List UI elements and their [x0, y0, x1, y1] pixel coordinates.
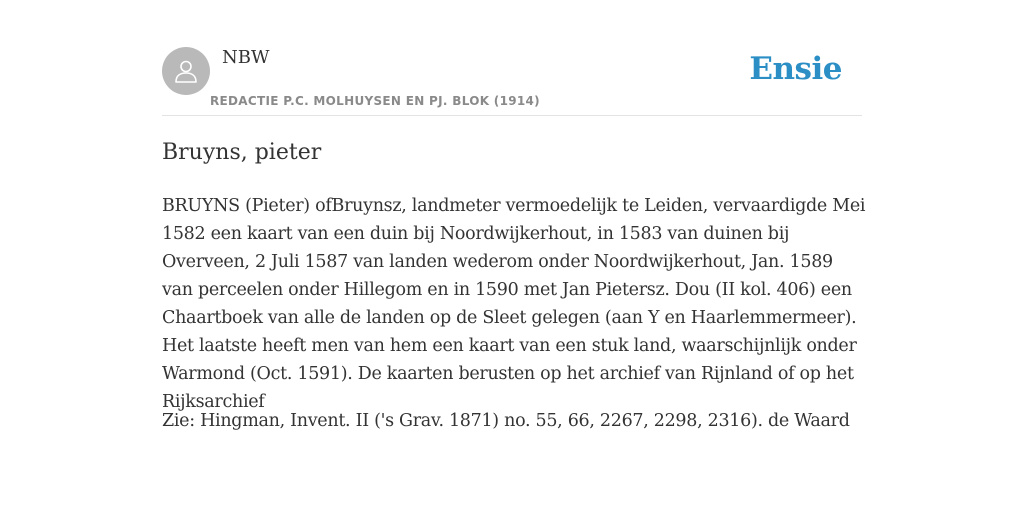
source-editors: REDACTIE P.C. MOLHUYSEN EN PJ. BLOK (1914): [210, 94, 540, 108]
source-name[interactable]: NBW: [222, 47, 270, 68]
header-divider: [162, 115, 862, 116]
user-icon: [172, 57, 200, 85]
article-title: Bruyns, pieter: [162, 140, 322, 165]
source-avatar[interactable]: [162, 47, 210, 95]
article-reference: Zie: Hingman, Invent. II ('s Grav. 1871) no. 55, 66, 2267, 2298, 2316). de Waard: [162, 411, 850, 431]
brand-logo[interactable]: Ensie: [749, 51, 842, 87]
article-body: BRUYNS (Pieter) ofBruynsz, landmeter vermoedelijk te Leiden, vervaardigde Mei 1582 een kaart van een duin bij Noordwijkerhout, in 1583 van duinen bij Overveen, 2 Juli 1587 van landen wederom onder Noordwijkerhout, Jan. 1589 van perceelen onder Hillegom en in 1590 met Jan Pietersz. Dou (II kol. 406) een Chaartboek van alle de landen op de Sleet gelegen (aan Y en Haarlemmermeer). Het laatste heeft men van hem een kaart van een stuk land, waarschijnlijk onder Warmond (Oct. 1591). De kaarten berusten op het archief van Rijnland of op het Rijksarchief: [162, 196, 866, 412]
